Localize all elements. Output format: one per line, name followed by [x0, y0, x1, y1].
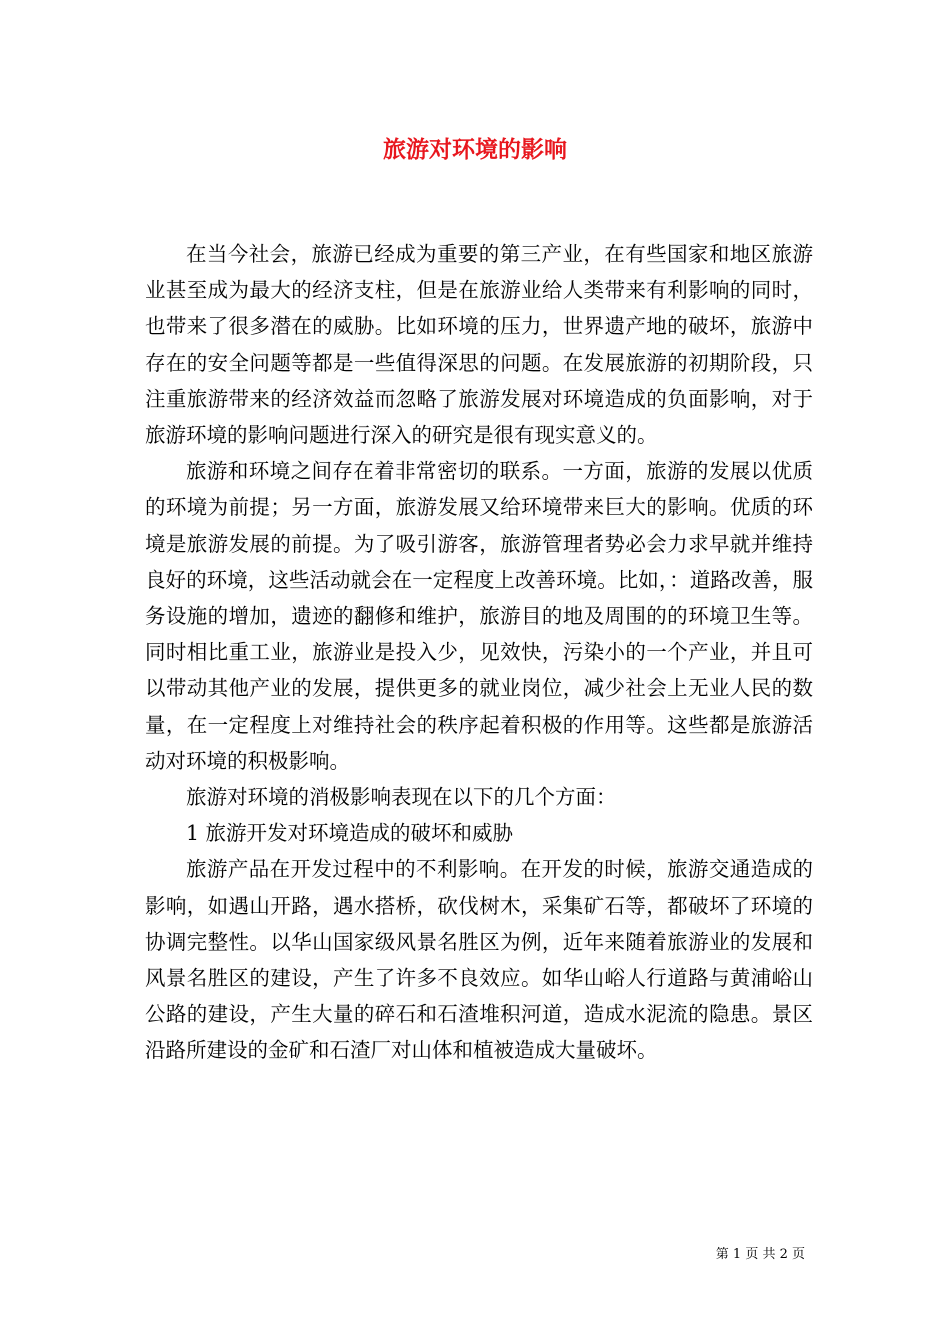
paragraph-relationship: 旅游和环境之间存在着非常密切的联系。一方面，旅游的发展以优质的环境为前提；另一方面，旅游发展又给环境带来巨大的影响。优质的环境是旅游发展的前提。为了吸引游客，旅游管理者势必会力求早就并维持良好的环境，这些活动就会在一定程度上改善环境。比如，：道路改善，服务设施的增加，遗迹的翻修和维护，旅游目的地及周围的的环境卫生等。同时相比重工业，旅游业是投入少，见效快，污染小的一个产业，并且可以带动其他产业的发展，提供更多的就业岗位，减少社会上无业人民的数量，在一定程度上对维持社会的秩序起着积极的作用等。这些都是旅游活动对环境的积极影响。: [145, 459, 813, 773]
document-body: [145, 236, 813, 1069]
page-number-footer: 第 1 页 共 2 页: [715, 1247, 805, 1262]
paragraph-negative-intro: 旅游对环境的消极影响表现在以下的几个方面：: [186, 785, 617, 810]
paragraph-intro: 在当今社会，旅游已经成为重要的第三产业，在有些国家和地区旅游业甚至成为最大的经济支柱，但是在旅游业给人类带来有利影响的同时，也带来了很多潜在的威胁。比如环境的压力，世界遗产地的破坏，旅游中存在的安全问题等都是一些值得深思的问题。在发展旅游的初期阶段，只注重旅游带来的经济效益而忽略了旅游发展对环境造成的负面影响，对于旅游环境的影响问题进行深入的研究是很有现实意义的。: [145, 242, 813, 448]
paragraph-development-impact: 旅游产品在开发过程中的不利影响。在开发的时候，旅游交通造成的影响，如遇山开路，遇水搭桥，砍伐树木，采集矿石等，都破坏了环境的协调完整性。以华山国家级风景名胜区为例，近年来随着旅游业的发展和风景名胜区的建设，产生了许多不良效应。如华山峪人行道路与黄浦峪山公路的建设，产生大量的碎石和石渣堆积河道，造成水泥流的隐患。景区沿路所建设的金矿和石渣厂对山体和植被造成大量破坏。: [145, 857, 813, 1063]
document-title: 旅游对环境的影响: [383, 136, 567, 163]
section-heading-1: 1 旅游开发对环境造成的破坏和威胁: [186, 821, 514, 846]
